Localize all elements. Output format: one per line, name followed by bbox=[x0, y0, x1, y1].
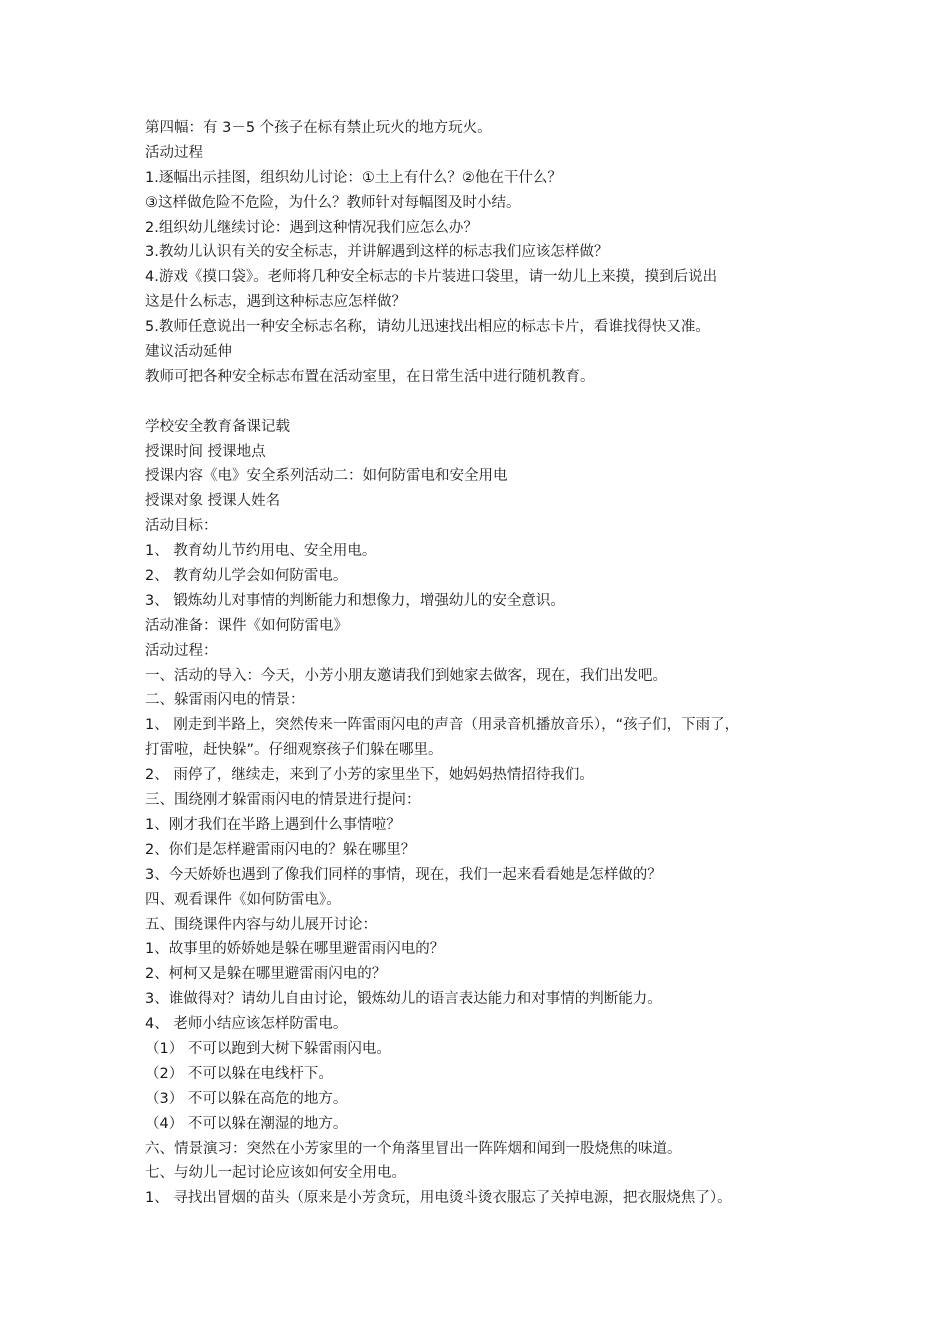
text-line: 活动过程： bbox=[145, 642, 218, 659]
text-line: 3.教幼儿认识有关的安全标志，并讲解遇到这样的标志我们应该怎样做？ bbox=[145, 244, 609, 261]
text-line: 2、柯柯又是躲在哪里避雷雨闪电的？ bbox=[145, 966, 387, 983]
blank-line bbox=[145, 390, 825, 415]
text-line: （4） 不可以躲在潮湿的地方。 bbox=[145, 1115, 348, 1132]
text-line: 活动过程 bbox=[145, 144, 203, 161]
text-line: 2、 教育幼儿学会如何防雷电。 bbox=[145, 568, 348, 585]
text-line: 活动准备：课件《如何防雷电》 bbox=[145, 617, 348, 634]
text-line: 活动目标： bbox=[145, 518, 218, 535]
text-line: 七、与幼儿一起讨论应该如何安全用电。 bbox=[145, 1165, 406, 1182]
text-line: 5.教师任意说出一种安全标志名称，请幼儿迅速找出相应的标志卡片，看谁找得快又准。 bbox=[145, 319, 710, 336]
text-line: 1、 刚走到半路上，突然传来一阵雷雨闪电的声音（用录音机播放音乐），“孩子们，下雨了， bbox=[145, 717, 740, 734]
text-line: （2） 不可以躲在电线杆下。 bbox=[145, 1065, 333, 1082]
text-line: 四、观看课件《如何防雷电》。 bbox=[145, 891, 341, 908]
text-line: 1、 寻找出冒烟的苗头（原来是小芳贪玩，用电烫斗烫衣服忘了关掉电源，把衣服烧焦了）。 bbox=[145, 1190, 732, 1207]
text-line: 3、今天娇娇也遇到了像我们同样的事情，现在，我们一起来看看她是怎样做的？ bbox=[145, 866, 662, 883]
text-line: 3、 锻炼幼儿对事情的判断能力和想像力，增强幼儿的安全意识。 bbox=[145, 592, 565, 609]
text-line: 这是什么标志，遇到这种标志应怎样做？ bbox=[145, 294, 406, 311]
text-line: （1） 不可以跑到大树下躲雷雨闪电。 bbox=[145, 1040, 391, 1057]
document-body bbox=[145, 116, 825, 1211]
text-line: 授课内容《电》安全系列活动二：如何防雷电和安全用电 bbox=[145, 468, 508, 485]
text-line: 1、刚才我们在半路上遇到什么事情啦？ bbox=[145, 816, 401, 833]
text-line: （3） 不可以躲在高危的地方。 bbox=[145, 1090, 348, 1107]
text-line: 2.组织幼儿继续讨论：遇到这种情况我们应怎么办？ bbox=[145, 219, 478, 236]
text-line: 建议活动延伸 bbox=[145, 344, 232, 361]
text-line: 1、 教育幼儿节约用电、安全用电。 bbox=[145, 543, 377, 560]
text-line: 2、你们是怎样避雷雨闪电的？躲在哪里？ bbox=[145, 841, 416, 858]
text-line: 2、 雨停了，继续走，来到了小芳的家里坐下，她妈妈热情招待我们。 bbox=[145, 767, 594, 784]
text-line: 打雷啦，赶快躲”。仔细观察孩子们躲在哪里。 bbox=[145, 742, 443, 759]
text-line: 学校安全教育备课记载 bbox=[145, 418, 290, 435]
text-line: 4、 老师小结应该怎样防雷电。 bbox=[145, 1016, 348, 1033]
text-line: 授课时间 授课地点 bbox=[145, 443, 266, 460]
text-line: 五、围绕课件内容与幼儿展开讨论： bbox=[145, 916, 377, 933]
text-line: 六、情景演习：突然在小芳家里的一个角落里冒出一阵阵烟和闻到一股烧焦的味道。 bbox=[145, 1140, 682, 1157]
text-line: 4.游戏《摸口袋》。老师将几种安全标志的卡片装进口袋里，请一幼儿上来摸，摸到后说出 bbox=[145, 269, 718, 286]
text-line: 三、围绕刚才躲雷雨闪电的情景进行提问： bbox=[145, 792, 421, 809]
text-line: ③这样做危险不危险，为什么？教师针对每幅图及时小结。 bbox=[145, 194, 521, 211]
text-line: 第四幅：有 3－5 个孩子在标有禁止玩火的地方玩火。 bbox=[145, 120, 492, 136]
text-line: 教师可把各种安全标志布置在活动室里，在日常生活中进行随机教育。 bbox=[145, 368, 595, 385]
text-line: 1、故事里的娇娇她是躲在哪里避雷雨闪电的？ bbox=[145, 941, 445, 958]
text-line: 二、躲雷雨闪电的情景： bbox=[145, 692, 305, 709]
text-line: 一、活动的导入：今天，小芳小朋友邀请我们到她家去做客，现在，我们出发吧。 bbox=[145, 667, 667, 684]
text-line: 1.逐幅出示挂图，组织幼儿讨论：①土上有什么？②他在干什么？ bbox=[145, 169, 562, 186]
text-line: 授课对象 授课人姓名 bbox=[145, 493, 281, 510]
text-line: 3、谁做得对？请幼儿自由讨论，锻炼幼儿的语言表达能力和对事情的判断能力。 bbox=[145, 991, 662, 1008]
